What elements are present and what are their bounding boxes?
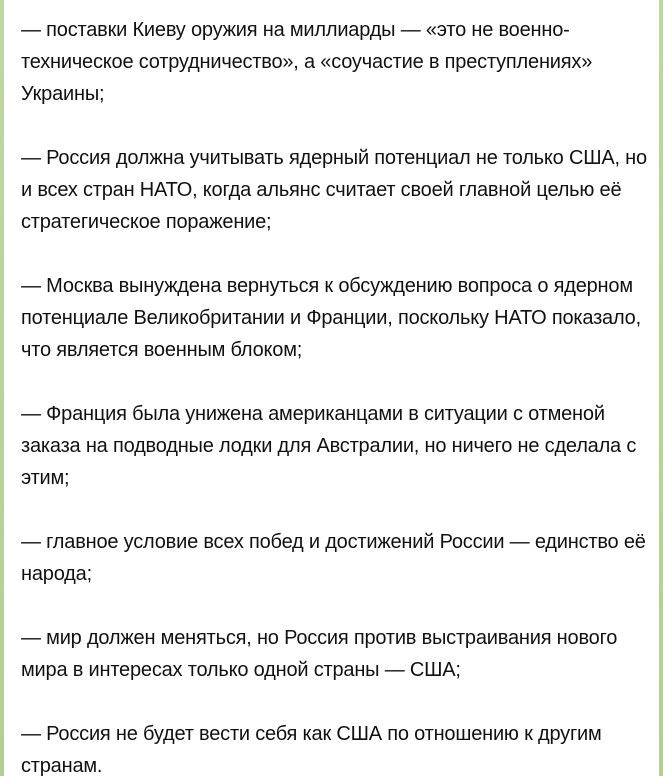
message-paragraph-4: — Франция была унижена американцами в ситуации с отменой заказа на подводные лодки для Австралии, но ничего не сделала с этим; — [21, 403, 637, 489]
message-bubble[interactable] — [4, 0, 659, 776]
message-paragraph-5: — главное условие всех побед и достижений России — единство её народа; — [21, 531, 646, 585]
message-paragraph-1: — поставки Киеву оружия на миллиарды — «это не военно-техническое сотрудничество», а «соучастие в преступлениях» Украины; — [21, 19, 593, 105]
message-paragraph-3: — Москва вынуждена вернуться к обсуждению вопроса о ядерном потенциале Великобритании и Франции, поскольку НАТО показало, что является военным блоком; — [21, 275, 641, 361]
message-paragraph-2: — Россия должна учитывать ядерный потенциал не только США, но и всех стран НАТО, когда альянс считает своей главной целью её стратегическое поражение; — [21, 147, 647, 233]
message-paragraph-7: — Россия не будет вести себя как США по отношению к другим странам. — [21, 723, 602, 776]
message-paragraph-6: — мир должен меняться, но Россия против выстраивания нового мира в интересах только одной страны — США; — [21, 627, 618, 681]
